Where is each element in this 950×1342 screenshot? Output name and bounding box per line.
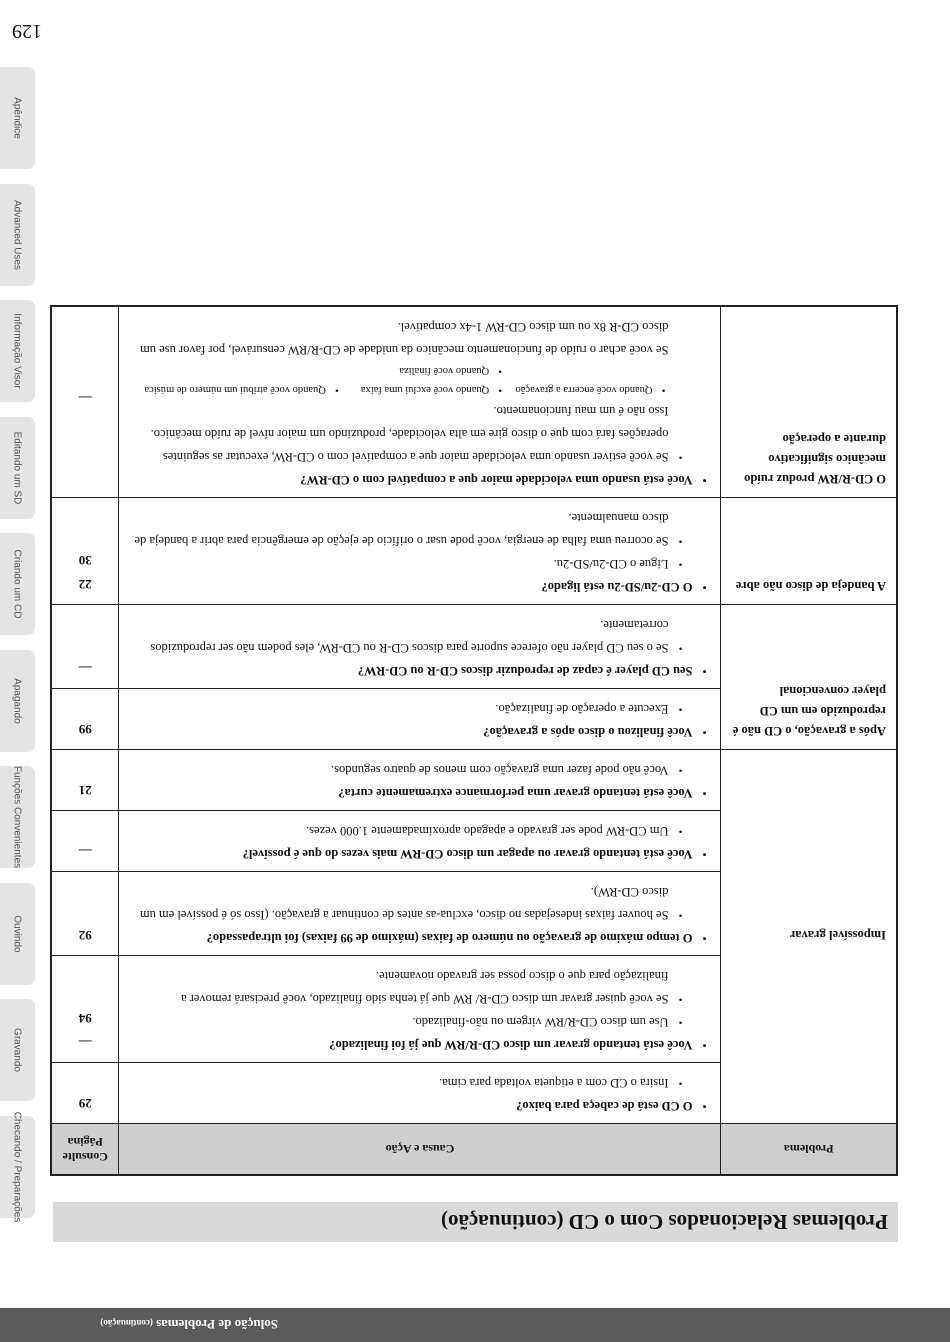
cause-question: • Você está tentando gravar ou apagar um disco CD-RW mais vezes do que é possível? (130, 842, 707, 865)
operation-list (130, 361, 707, 399)
action-item: • Você não pode fazer uma gravação com menos de quatro segundos. (130, 758, 707, 781)
running-header-title: Solução de Problemas (continuação) (100, 1317, 278, 1332)
operation-item: • Quando você exclui uma faixa (342, 380, 505, 399)
action-item: • Se o seu CD player não oferece suporte para discos CD-R ou CD-RW, eles podem não ser reproduzidos corretamente. (130, 613, 707, 659)
cause-cell (119, 605, 721, 689)
cause-question: • Seu CD player é capaz de reproduzir discos CD-R ou CD-RW? (130, 659, 707, 682)
page-ref[interactable]: 21 (51, 750, 119, 811)
tab-label: Informação Visor (12, 313, 23, 390)
cause-cell (119, 306, 721, 498)
col-header-cause: Causa e Ação (119, 1124, 721, 1176)
tab-advanced[interactable] (0, 184, 35, 286)
cause-cell (119, 811, 721, 872)
table-row (51, 498, 897, 605)
action-item: • Um CD-RW pode ser gravado e apagado aproximadamente 1.000 vezes. (130, 819, 707, 842)
problem-cell: Após a gravação, o CD não é reproduzido em um CD player convencional (721, 605, 897, 750)
action-note: Se você achar o ruído de funcionamento mecânico da unidade de CD-R/RW censurável, por favor use um disco CD-R 8x ou um disco CD-RW 1-4x compatível. (140, 320, 669, 357)
cause-question: • Você está usando uma velocidade maior que a compatível com o CD-RW? (130, 468, 707, 491)
action-item: • Se você quiser gravar um disco CD-R/ RW que já tenha sido finalizado, você precisará remover a finalização para que o disco possa ser gravado novamente. (130, 964, 707, 1010)
cause-question: • O CD-2u/SD-2u está ligado? (130, 575, 707, 598)
tab-funcoes[interactable] (0, 767, 35, 869)
action-item: • Se você estiver usando uma velocidade maior que a compatível com o CD-RW, executar as seguintes operações fará com que o disco gire em alta velocidade, produzindo um maior nível de ruído mecânico. Isso não é um mau funcionamento. (130, 399, 707, 468)
tab-apagando[interactable] (0, 650, 35, 752)
action-item: • Insira o CD com a etiqueta voltada para cima. (130, 1071, 707, 1094)
col-header-page: Consulte Página (51, 1124, 119, 1176)
cause-cell (119, 1063, 721, 1124)
table-row (51, 306, 897, 498)
action-item: • Use um disco CD-R/RW virgem ou não-finalizado. (130, 1010, 707, 1033)
page-ref[interactable]: — (51, 306, 119, 498)
page-ref[interactable]: 99 (51, 689, 119, 750)
table-row (51, 1063, 897, 1124)
page-ref[interactable]: 22 30 (51, 498, 119, 605)
cause-question: • Você está tentando gravar um disco CD-R/RW que já foi finalizado? (130, 1033, 707, 1056)
table-row (51, 689, 897, 750)
tab-checando[interactable] (0, 1111, 35, 1223)
action-item: • Execute a operação de finalização. (130, 697, 707, 720)
cause-cell (119, 689, 721, 750)
page-ref[interactable]: — 94 (51, 956, 119, 1063)
running-header (0, 1308, 950, 1342)
page-number: 129 (12, 20, 42, 42)
page-ref[interactable]: 92 (51, 872, 119, 956)
col-header-problem: Problema (721, 1124, 897, 1176)
tab-criando[interactable] (0, 534, 35, 636)
operation-item: • Quando você atribui um número de música (130, 380, 342, 399)
tab-label: Gravando (12, 1028, 23, 1073)
cause-cell (119, 750, 721, 811)
cause-cell (119, 956, 721, 1063)
tab-label: Ouvindo (12, 915, 23, 953)
problem-cell: A bandeja de disco não abre (721, 498, 897, 605)
page-ref[interactable]: — (51, 605, 119, 689)
tab-apendice[interactable] (0, 68, 35, 170)
tab-editando[interactable] (0, 417, 35, 519)
tab-label: Checando / Preparações (12, 1111, 23, 1223)
tab-label: Apêndice (12, 97, 23, 140)
cause-cell (119, 872, 721, 956)
section-title: Problemas Relacionados Com o CD (continuação) (440, 1210, 888, 1234)
cause-question: • Você está tentando gravar uma performance extremamente curta? (130, 781, 707, 804)
tab-ouvindo[interactable] (0, 883, 35, 985)
tab-gravando[interactable] (0, 1000, 35, 1102)
action-item: • Ligue o CD-2u/SD-2u. (130, 552, 707, 575)
tab-label: Criando um CD (12, 550, 23, 619)
cause-question: • O tempo máximo de gravação ou número de faixas (máximo de 99 faixas) foi ultrapassado? (130, 926, 707, 949)
tab-label: Advanced Uses (12, 199, 23, 271)
troubleshooting-table (50, 305, 898, 1176)
tab-label: Funções Convenientes (12, 766, 23, 869)
tab-label: Editando um SD (12, 431, 23, 505)
problem-cell: O CD-R/RW produz ruído mecânico significativo durante a operação (721, 306, 897, 498)
action-item: • Se ocorreu uma falha de energia, você pode usar o orifício de ejeção de emergência para abrir a bandeja de disco manualmente. (130, 506, 707, 552)
page-ref[interactable]: 29 (51, 1063, 119, 1124)
operation-item: • Quando você finaliza (342, 361, 505, 380)
chapter-tabs (0, 53, 35, 1223)
action-item: • Se houver faixas indesejadas no disco, exclua-as antes de continuar a gravação. (Isso só é possível em um disco CD-RW). (130, 880, 707, 926)
operation-item: • Quando você encerra a gravação (505, 380, 668, 399)
cause-question: • O CD está de cabeça para baixo? (130, 1094, 707, 1117)
running-header-suffix: (continuação) (100, 1318, 153, 1328)
tab-informacao[interactable] (0, 301, 35, 403)
section-heading-band (53, 1202, 898, 1242)
cause-cell (119, 498, 721, 605)
page-ref[interactable]: — (51, 811, 119, 872)
tab-label: Apagando (12, 678, 23, 724)
cause-question: • Você finalizou o disco após a gravação? (130, 720, 707, 743)
problem-cell: Impossível gravar (721, 750, 897, 1124)
